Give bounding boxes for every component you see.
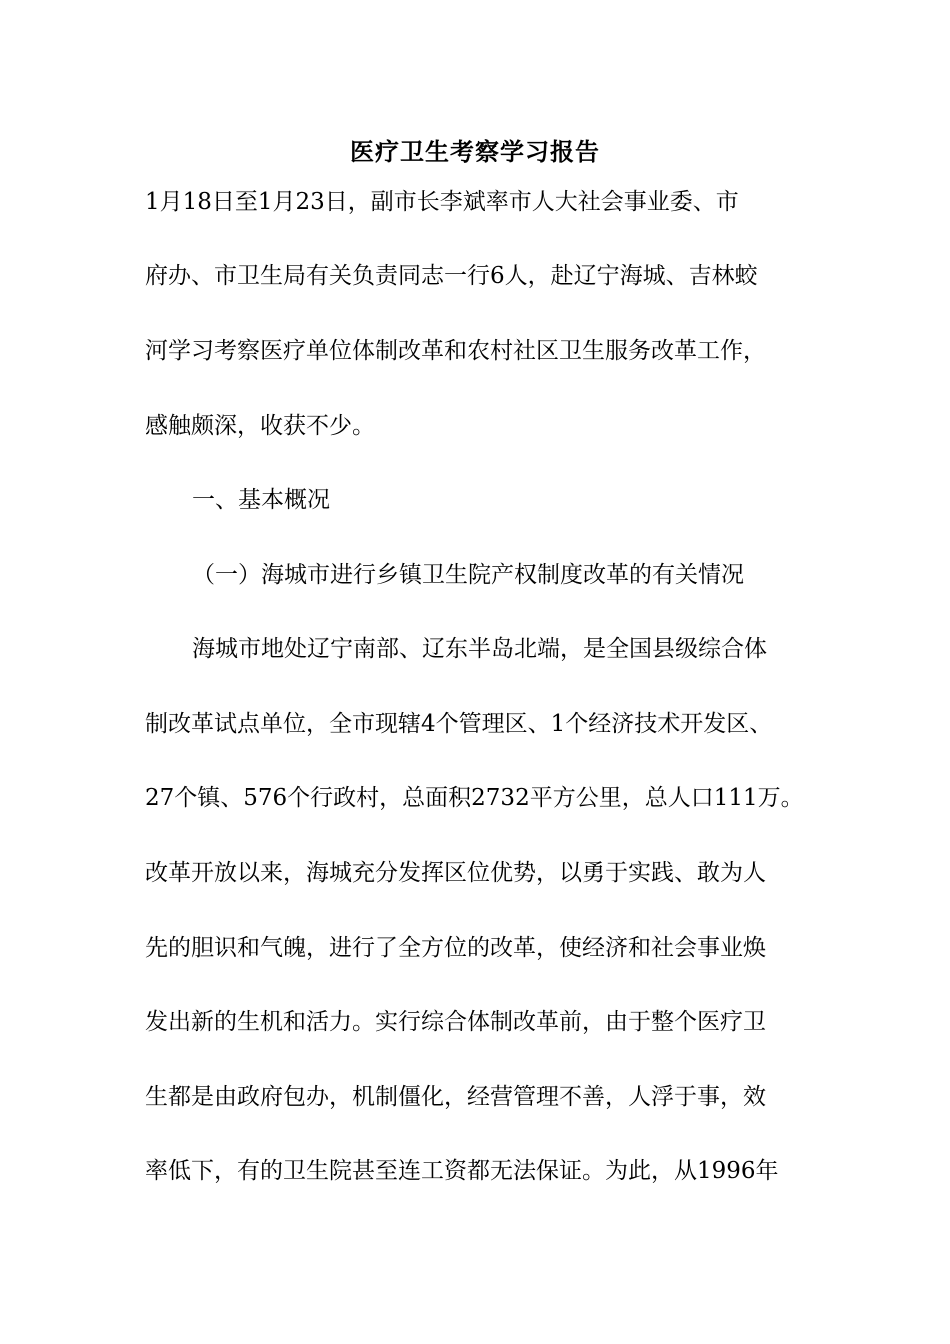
paragraph-line: 率低下，有的卫生院甚至连工资都无法保证。为此，从1996年 — [145, 1158, 779, 1184]
paragraph-line: 生都是由政府包办，机制僵化，经营管理不善，人浮于事，效 — [145, 1084, 766, 1110]
document-title: 医疗卫生考察学习报告 — [350, 137, 600, 166]
subsection-heading: （一）海城市进行乡镇卫生院产权制度改革的有关情况 — [192, 562, 744, 588]
paragraph-line: 改革开放以来，海城充分发挥区位优势，以勇于实践、敢为人 — [145, 860, 766, 886]
paragraph-line: 海城市地处辽宁南部、辽东半岛北端，是全国县级综合体 — [192, 636, 767, 662]
paragraph-line: 27个镇、576个行政村，总面积2732平方公里，总人口111万。 — [145, 785, 804, 811]
paragraph-line: 府办、市卫生局有关负责同志一行6人，赴辽宁海城、吉林蛟 — [145, 263, 758, 289]
paragraph-line: 先的胆识和气魄，进行了全方位的改革，使经济和社会事业焕 — [145, 935, 766, 961]
paragraph-line: 制改革试点单位，全市现辖4个管理区、1个经济技术开发区、 — [145, 711, 773, 737]
section-heading: 一、基本概况 — [192, 487, 330, 513]
paragraph-line: 感触颇深，收获不少。 — [145, 413, 375, 439]
paragraph-line: 发出新的生机和活力。实行综合体制改革前，由于整个医疗卫 — [145, 1009, 766, 1035]
paragraph-line: 1月18日至1月23日，副市长李斌率市人大社会事业委、市 — [145, 189, 739, 215]
paragraph-line: 河学习考察医疗单位体制改革和农村社区卫生服务改革工作， — [145, 338, 766, 364]
